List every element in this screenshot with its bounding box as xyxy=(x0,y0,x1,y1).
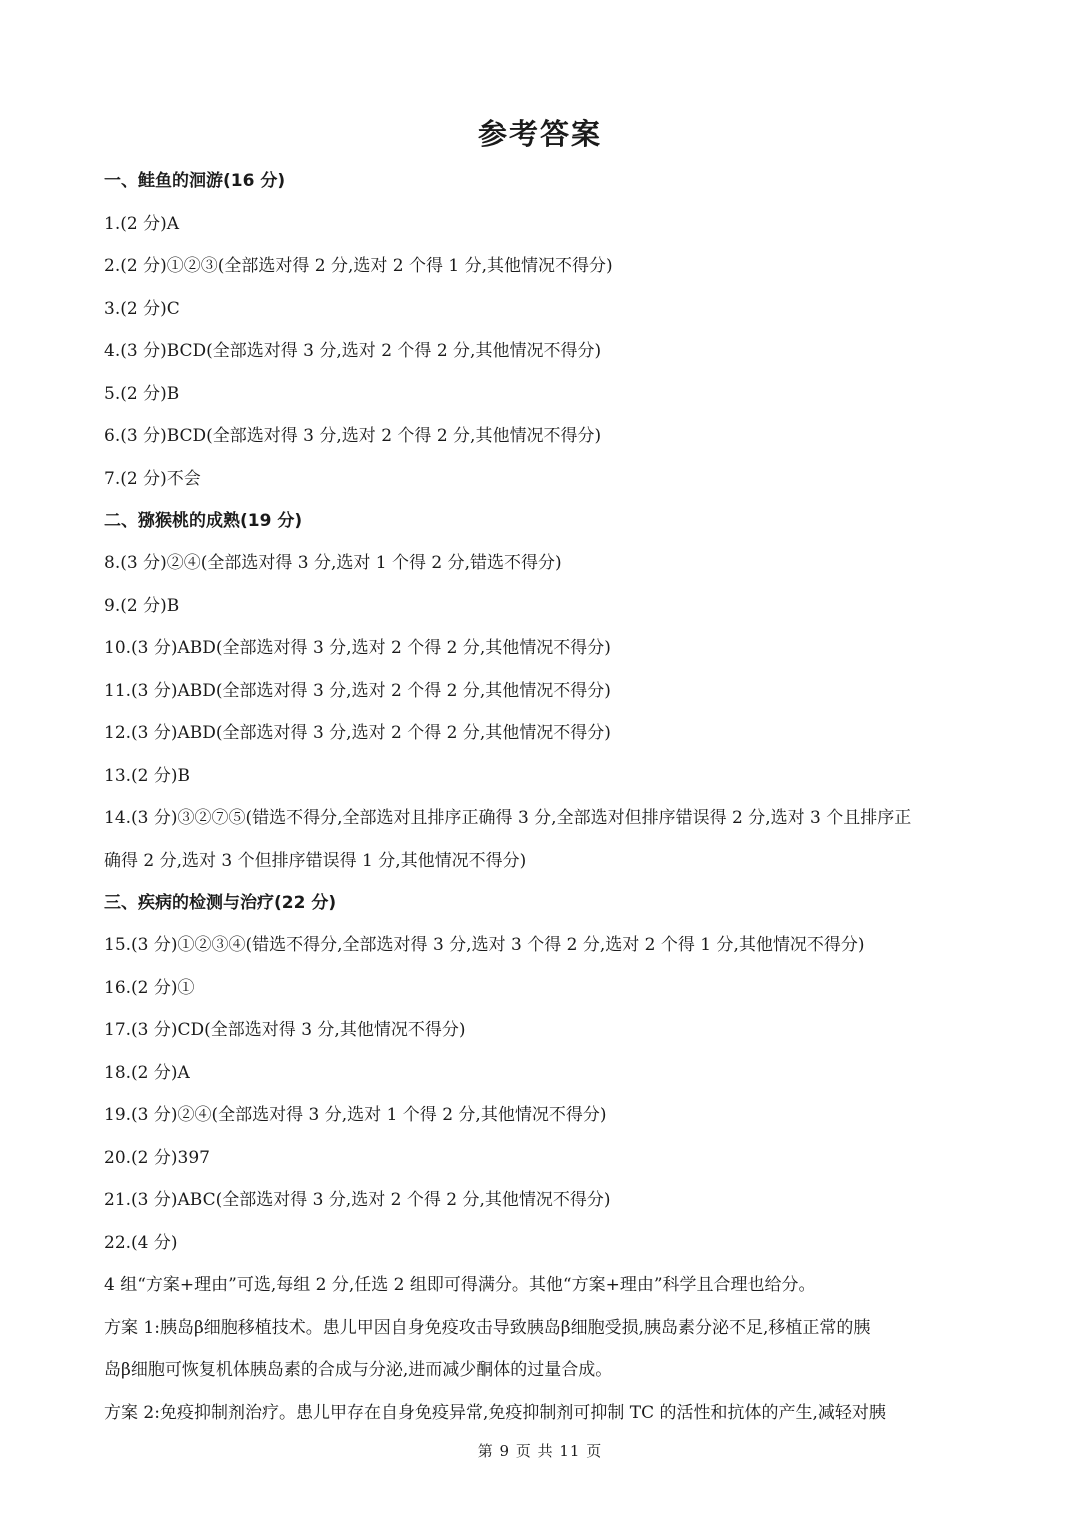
answer-line: 5.(2 分)B xyxy=(104,384,180,404)
answer-line: 11.(3 分)ABD(全部选对得 3 分,选对 2 个得 2 分,其他情况不得分) xyxy=(104,681,611,701)
answer-line: 8.(3 分)②④(全部选对得 3 分,选对 1 个得 2 分,错选不得分) xyxy=(104,553,562,573)
answer-line: 14.(3 分)③②⑦⑤(错选不得分,全部选对且排序正确得 3 分,全部选对但排序错误得 2 分,选对 3 个且排序正 xyxy=(104,808,912,828)
answer-line: 确得 2 分,选对 3 个但排序错误得 1 分,其他情况不得分) xyxy=(104,851,527,871)
answer-line: 3.(2 分)C xyxy=(104,299,180,319)
answer-line: 方案 2:免疫抑制剂治疗。患儿甲存在自身免疫异常,免疫抑制剂可抑制 TC 的活性和抗体的产生,减轻对胰 xyxy=(104,1403,886,1423)
section-heading: 三、疾病的检测与治疗(22 分) xyxy=(104,893,337,913)
answer-line: 1.(2 分)A xyxy=(104,214,179,234)
answer-line: 20.(2 分)397 xyxy=(104,1148,210,1168)
answer-line: 17.(3 分)CD(全部选对得 3 分,其他情况不得分) xyxy=(104,1020,466,1040)
answer-line: 15.(3 分)①②③④(错选不得分,全部选对得 3 分,选对 3 个得 2 分,选对 2 个得 1 分,其他情况不得分) xyxy=(104,935,865,955)
answer-line: 9.(2 分)B xyxy=(104,596,180,616)
answer-line: 22.(4 分) xyxy=(104,1233,178,1253)
answer-line: 19.(3 分)②④(全部选对得 3 分,选对 1 个得 2 分,其他情况不得分) xyxy=(104,1105,607,1125)
answer-line: 12.(3 分)ABD(全部选对得 3 分,选对 2 个得 2 分,其他情况不得分) xyxy=(104,723,611,743)
answer-line: 7.(2 分)不会 xyxy=(104,469,201,489)
answer-line: 岛β细胞可恢复机体胰岛素的合成与分泌,进而减少酮体的过量合成。 xyxy=(104,1360,613,1380)
answer-line: 6.(3 分)BCD(全部选对得 3 分,选对 2 个得 2 分,其他情况不得分) xyxy=(104,426,602,446)
page-title: 参考答案 xyxy=(477,117,602,151)
section-heading: 一、鲑鱼的洄游(16 分) xyxy=(104,171,286,191)
answer-line: 4 组“方案+理由”可选,每组 2 分,任选 2 组即可得满分。其他“方案+理由”科学且合理也给分。 xyxy=(104,1275,816,1295)
answer-line: 16.(2 分)① xyxy=(104,978,195,998)
section-heading: 二、猕猴桃的成熟(19 分) xyxy=(104,511,303,531)
answer-line: 2.(2 分)①②③(全部选对得 2 分,选对 2 个得 1 分,其他情况不得分) xyxy=(104,256,613,276)
answer-line: 18.(2 分)A xyxy=(104,1063,190,1083)
page-footer: 第 9 页 共 11 页 xyxy=(477,1442,603,1460)
answer-line: 21.(3 分)ABC(全部选对得 3 分,选对 2 个得 2 分,其他情况不得分) xyxy=(104,1190,611,1210)
answer-line: 10.(3 分)ABD(全部选对得 3 分,选对 2 个得 2 分,其他情况不得分) xyxy=(104,638,611,658)
answer-line: 13.(2 分)B xyxy=(104,766,191,786)
answer-line: 方案 1:胰岛β细胞移植技术。患儿甲因自身免疫攻击导致胰岛β细胞受损,胰岛素分泌不足,移植正常的胰 xyxy=(104,1318,871,1338)
answer-line: 4.(3 分)BCD(全部选对得 3 分,选对 2 个得 2 分,其他情况不得分) xyxy=(104,341,602,361)
